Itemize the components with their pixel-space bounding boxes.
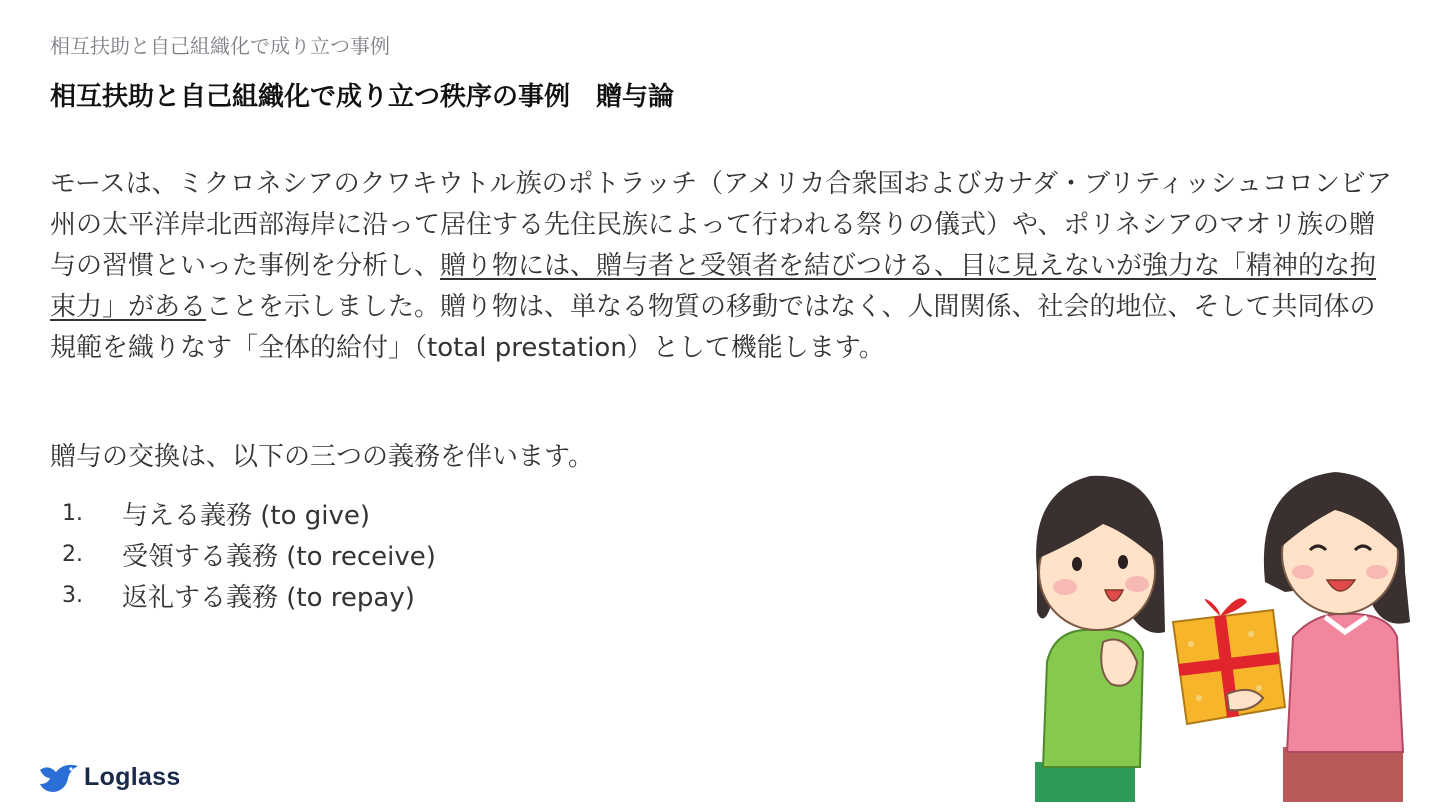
list-item: [50, 575, 436, 616]
main-paragraph: [50, 164, 1395, 369]
list-item: [50, 493, 436, 534]
list-item: [50, 534, 436, 575]
list-item-text: 返礼する義務 (to repay): [122, 583, 415, 613]
list-item-text: 与える義務 (to give): [122, 501, 371, 531]
slide-title: 相互扶助と自己組織化で成り立つ秩序の事例 贈与論: [50, 82, 675, 112]
girl-receiving-illustration: [1035, 476, 1165, 802]
duties-list: [50, 493, 436, 616]
slide-eyebrow: 相互扶助と自己組織化で成り立つ事例: [50, 34, 390, 58]
girl-giving-illustration: [1264, 472, 1410, 802]
gift-exchange-illustration: [1015, 462, 1420, 802]
bird-logo-icon: [38, 758, 80, 796]
logo-wordmark: Loglass: [84, 762, 181, 791]
list-item-number: 2.: [62, 542, 83, 567]
list-item-number: 3.: [62, 583, 83, 608]
list-item-number: 1.: [62, 501, 83, 526]
list-item-text: 受領する義務 (to receive): [122, 542, 436, 572]
paragraph-text-before: モースは、ミクロネシアのクワキウトル族のポトラッチ（アメリカ合衆国およびカナダ・ブリティッシュコロンビア州の太平洋岸北西部海岸に沿って居住する先住民族によって行われる祭りの儀式）や、ポリネシアのマオリ族の贈与の習慣といった事例を分析し、: [50, 169, 1392, 281]
brand-logo: [38, 758, 181, 796]
gift-box-illustration: [1173, 598, 1285, 724]
paragraph-underlined-text: 贈り物には、贈与者と受領者を結びつける、目に見えないが強力な「精神的な拘束力」がある: [50, 251, 1377, 322]
paragraph-text-after: ことを示しました。贈り物は、単なる物質の移動ではなく、人間関係、社会的地位、そして共同体の規範を織りなす「全体的給付」（total prestation）として機能します。: [50, 292, 1376, 363]
duties-intro: 贈与の交換は、以下の三つの義務を伴います。: [50, 442, 594, 472]
